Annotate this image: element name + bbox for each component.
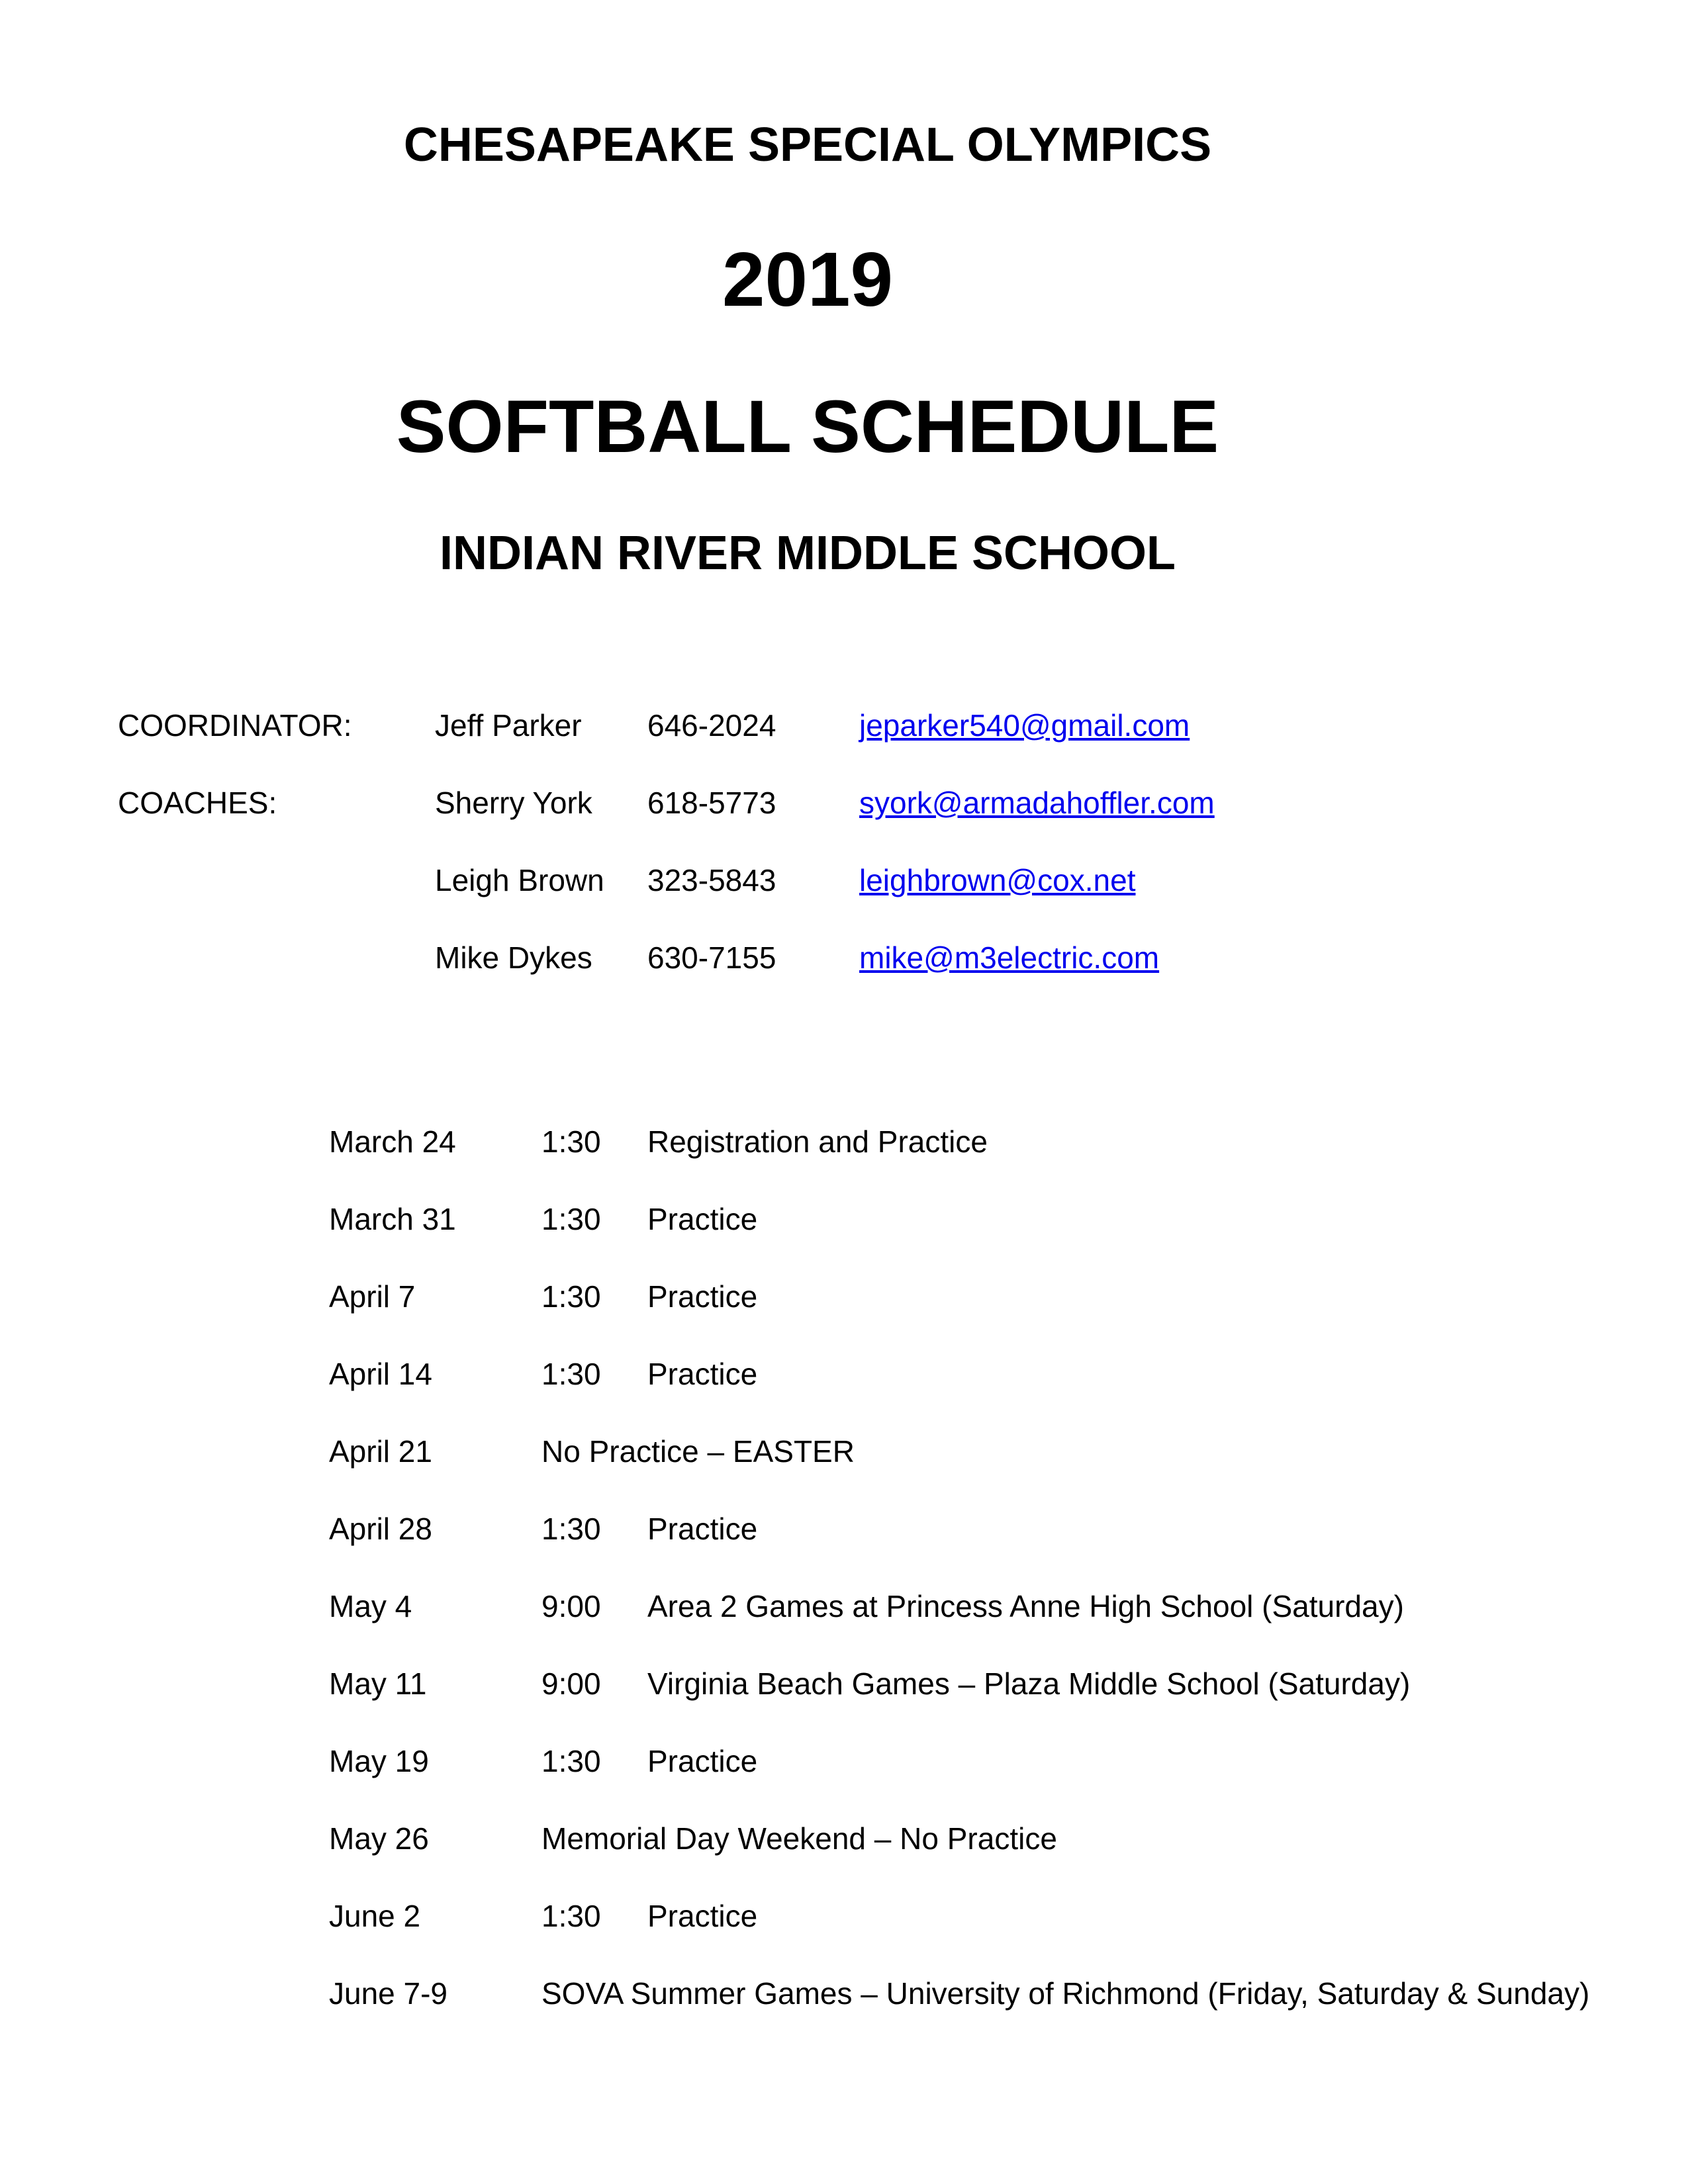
staff-name: Leigh Brown (435, 863, 604, 897)
schedule-date: June 7-9 (329, 1976, 448, 2011)
schedule-title: SOFTBALL SCHEDULE (396, 385, 1219, 468)
schedule-event: Virginia Beach Games – Plaza Middle School (Saturday) (647, 1666, 1411, 1701)
year-title: 2019 (722, 236, 894, 322)
schedule-time: 1:30 (541, 1357, 601, 1391)
schedule-event: Practice (647, 1357, 758, 1391)
staff-phone: 618-5773 (647, 786, 776, 820)
schedule-event: Area 2 Games at Princess Anne High School (Saturday) (647, 1589, 1404, 1623)
schedule-time: 1:30 (541, 1202, 601, 1236)
staff-email-link[interactable]: mike@m3electric.com (859, 940, 1160, 975)
staff-email-link[interactable]: jeparker540@gmail.com (859, 708, 1190, 743)
staff-name: Mike Dykes (435, 940, 592, 975)
staff-email-link[interactable]: leighbrown@cox.net (859, 863, 1136, 897)
schedule-event: Practice (647, 1279, 758, 1314)
coordinator-label: COORDINATOR: (118, 708, 352, 743)
schedule-event: Memorial Day Weekend – No Practice (541, 1821, 1057, 1856)
staff-phone: 630-7155 (647, 940, 776, 975)
schedule-date: May 4 (329, 1589, 412, 1623)
coaches-label: COACHES: (118, 786, 277, 820)
schedule-date: April 21 (329, 1434, 432, 1469)
staff-phone: 646-2024 (647, 708, 776, 743)
schedule-event: Practice (647, 1899, 758, 1933)
location-title: INDIAN RIVER MIDDLE SCHOOL (439, 527, 1176, 580)
schedule-date: April 14 (329, 1357, 432, 1391)
schedule-event: Practice (647, 1744, 758, 1778)
schedule-event: Registration and Practice (647, 1124, 988, 1159)
schedule-event: Practice (647, 1202, 758, 1236)
schedule-date: April 7 (329, 1279, 416, 1314)
schedule-time: 9:00 (541, 1589, 601, 1623)
schedule-date: March 31 (329, 1202, 456, 1236)
schedule-date: May 26 (329, 1821, 429, 1856)
staff-name: Jeff Parker (435, 708, 582, 743)
schedule-time: 1:30 (541, 1512, 601, 1546)
schedule-event: SOVA Summer Games – University of Richmond (Friday, Saturday & Sunday) (541, 1976, 1590, 2011)
schedule-time: 1:30 (541, 1124, 601, 1159)
schedule-time: 9:00 (541, 1666, 601, 1701)
schedule-event: Practice (647, 1512, 758, 1546)
staff-name: Sherry York (435, 786, 592, 820)
schedule-time: 1:30 (541, 1744, 601, 1778)
schedule-date: June 2 (329, 1899, 421, 1933)
schedule-event: No Practice – EASTER (541, 1434, 855, 1469)
schedule-time: 1:30 (541, 1899, 601, 1933)
schedule-date: April 28 (329, 1512, 432, 1546)
staff-phone: 323-5843 (647, 863, 776, 897)
organization-title: CHESAPEAKE SPECIAL OLYMPICS (403, 118, 1212, 171)
schedule-time: 1:30 (541, 1279, 601, 1314)
staff-email-link[interactable]: syork@armadahoffler.com (859, 786, 1215, 820)
schedule-date: March 24 (329, 1124, 456, 1159)
schedule-date: May 19 (329, 1744, 429, 1778)
schedule-date: May 11 (329, 1666, 427, 1701)
